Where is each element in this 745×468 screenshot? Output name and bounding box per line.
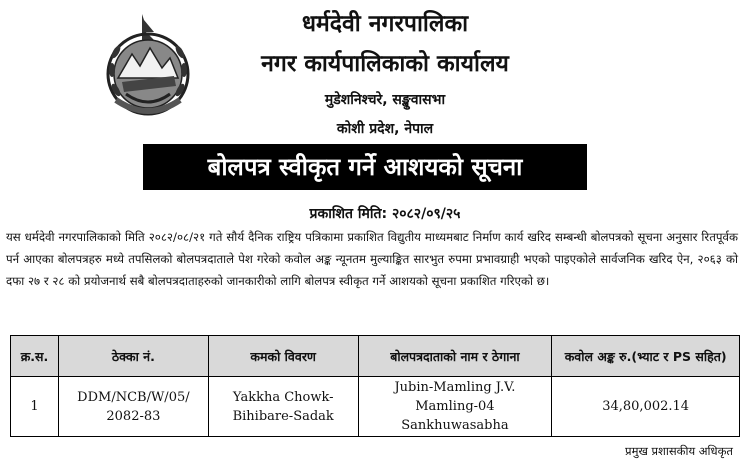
table-header-row	[11, 336, 740, 377]
nepal-government-emblem-icon	[104, 10, 192, 122]
signer-title: प्रमुख प्रशासकीय अधिकृत	[625, 444, 733, 458]
address-line-2: कोशी प्रदेश, नेपाल	[336, 121, 434, 137]
municipality-name: धर्मदेवी नगरपालिका	[301, 11, 469, 37]
published-date: प्रकाशित मिति: २०८२/०९/२५	[309, 206, 461, 222]
header-serial: क्र.स.	[11, 336, 59, 377]
cell-bid-amount: 34,80,002.14	[552, 377, 740, 437]
cell-serial: 1	[11, 377, 59, 437]
notice-body: यस धर्मदेवी नगरपालिकाको मिति २०८२/०८/२१ गते सौर्य दैनिक राष्ट्रिय पत्रिकामा प्रकाशित विद्युतीय माध्यमबाट निर्माण कार्य खरिद सम्बन्धी बोलपत्रको सूचना अनुसार रितपूर्वक पर्न आएका बोलपत्रहरु मध्ये तपसिलको बोलपत्रदाताले पेश गरेको कवोल अङ्क न्यूनतम मुल्याङ्कित सारभुत रुपमा प्रभावग्राही भएको पाइएकोले सार्वजनिक खरिद ऐन, २०६३ को दफा २७ र २८ को प्रयोजनार्थ सबै बोलपत्रदाताहरुको जानकारीको लागि बोलपत्र स्वीकृत गर्ने आशयको सूचना प्रकाशित गरिएको छ।	[6, 230, 738, 288]
header-work-description: कमको विवरण	[208, 336, 358, 377]
cell-work-description: Yakkha Chowk- Bihibare-Sadak	[208, 377, 358, 437]
header-contract-no: ठेक्का नं.	[58, 336, 208, 377]
cell-bidder: Jubin-Mamling J.V. Mamling-04 Sankhuwasabha	[358, 377, 552, 437]
header-bidder: बोलपत्रदाताको नाम र ठेगाना	[358, 336, 552, 377]
office-name: नगर कार्यपालिकाको कार्यालय	[261, 51, 509, 77]
header-bid-amount: कवोल अङ्क रु.(भ्याट र PS सहित)	[552, 336, 740, 377]
table-row	[11, 377, 740, 437]
notice-title: बोलपत्र स्वीकृत गर्ने आशयको सूचना	[143, 144, 587, 190]
award-table	[10, 335, 740, 437]
address-line-1: मुडेशनिश्चरे, सङ्खुवासभा	[324, 92, 446, 108]
cell-contract-no: DDM/NCB/W/05/ 2082-83	[58, 377, 208, 437]
